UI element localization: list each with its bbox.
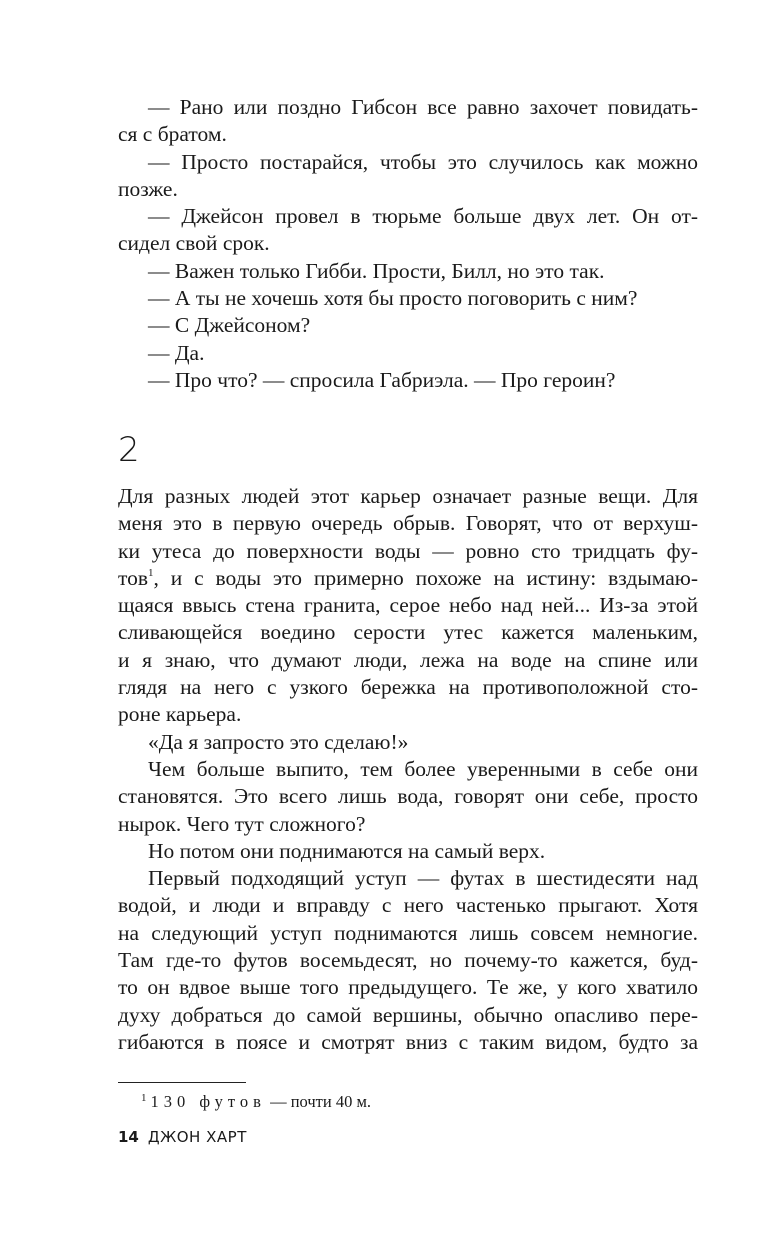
footnote-marker: 1 — [141, 1092, 147, 1104]
text-line: — Да. — [148, 340, 205, 365]
footnote — [141, 1087, 371, 1113]
text-line: становятся. Это всего лишь вода, говорят они себе, просто — [118, 784, 698, 809]
text-line: нырок. Чего тут сложного? — [118, 811, 366, 836]
text-line: роне карьера. — [118, 702, 242, 727]
text-line: «Да я запросто это сделаю!» — [148, 729, 409, 754]
text-line: на следующий уступ поднимаются лишь совсем немногие. — [118, 920, 698, 945]
footnote-divider — [118, 1082, 246, 1083]
text-line: — Рано или поздно Гибсон все равно захочет повидать- — [148, 95, 698, 119]
text-line: позже. — [118, 176, 178, 201]
text-line: гибаются в поясе и смотрят вниз с таким видом, будто за — [118, 1029, 698, 1054]
text-line: ся с братом. — [118, 122, 227, 147]
author-name: ДЖОН ХАРТ — [147, 1128, 247, 1146]
text-line: водой, и люди и вправду с него частенько прыгают. Хотя — [118, 893, 698, 918]
text-line — [118, 565, 698, 592]
text-line: — Про что? — спросила Габриэла. — Про героин? — [148, 367, 616, 392]
running-footer — [118, 1127, 247, 1147]
text-line: Но потом они поднимаются на самый верх. — [148, 838, 546, 863]
text-line: Для разных людей этот карьер означает разные вещи. Для — [118, 484, 698, 508]
footnote-term: 130 футов — [150, 1092, 266, 1111]
footnote-reference[interactable]: 1 — [148, 566, 154, 579]
text-span: тов — [118, 565, 149, 590]
page-number: 14 — [118, 1128, 139, 1146]
text-line: щаяся ввысь стена гранита, серое небо над ней... Из-за этой — [118, 593, 698, 618]
text-line: — С Джейсоном? — [148, 313, 311, 338]
text-span: , и с воды это примерно похоже на истину: вздымаю- — [153, 565, 698, 590]
text-line: Чем больше выпито, тем более уверенными в себе они — [148, 756, 698, 781]
dialogue-block — [118, 94, 698, 394]
text-line: глядя на него с узкого бережка на противоположной сто- — [118, 675, 698, 700]
text-line: ки утеса до поверхности воды — ровно сто тридцать фу- — [118, 538, 698, 563]
text-line: Там где-то футов восемьдесят, но почему-то кажется, буд- — [118, 948, 698, 973]
text-line: и я знаю, что думают люди, лежа на воде на спине или — [118, 647, 698, 672]
chapter-heading: 2 — [118, 430, 140, 470]
text-line: — Просто постарайся, чтобы это случилось как можно — [148, 149, 698, 174]
text-line: Первый подходящий уступ — футах в шестидесяти над — [148, 866, 698, 891]
text-line: духу добраться до самой вершины, обычно опасливо пере- — [118, 1002, 698, 1027]
text-line: меня это в первую очередь обрыв. Говорят, что от верхуш- — [118, 511, 698, 536]
text-line: сидел свой срок. — [118, 231, 270, 256]
text-line: то он вдвое выше того предыдущего. Те же, у кого хватило — [118, 975, 698, 1000]
text-line: — Важен только Гибби. Прости, Билл, но это так. — [148, 258, 605, 283]
text-line: — Джейсон провел в тюрьме больше двух лет. Он от- — [148, 204, 698, 229]
text-line: — А ты не хочешь хотя бы просто поговорить с ним? — [148, 286, 638, 311]
narrative-block — [118, 483, 698, 1056]
footnote-text: — почти 40 м. — [265, 1092, 372, 1111]
text-line: сливающейся воедино серости утес кажется маленьким, — [118, 620, 698, 645]
